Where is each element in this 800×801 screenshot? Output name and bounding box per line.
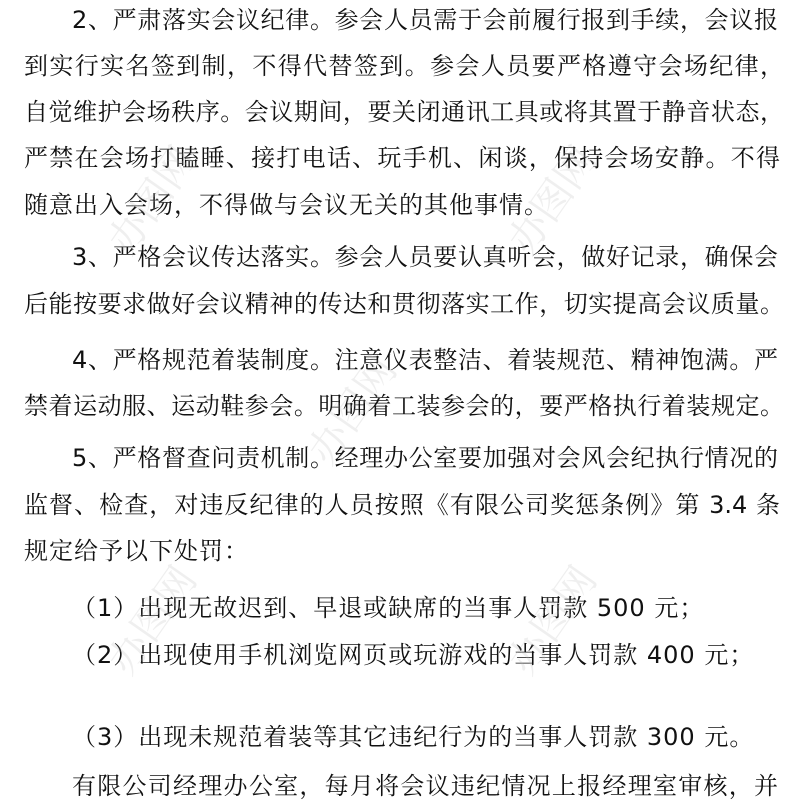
paragraph-2-line-1: 2、严肃落实会议纪律。参会人员需于会前履行报到手续，会议报 (72, 6, 778, 34)
watermark: 办图网 (99, 138, 207, 263)
penalty-item-3: （3）出现未规范着装等其它违纪行为的当事人罚款 300 元。 (72, 723, 755, 751)
paragraph-3-line-2: 后能按要求做好会议精神的传达和贯彻落实工作，切实提高会议质量。 (24, 290, 784, 318)
paragraph-2-line-3: 自觉维护会场秩序。会议期间，要关闭通讯工具或将其置于静音状态， (24, 98, 784, 126)
watermark: 办图网 (99, 558, 207, 683)
paragraph-2-line-5: 随意出入会场，不得做与会议无关的其他事情。 (24, 191, 549, 219)
watermark: 办图网 (299, 348, 407, 473)
paragraph-3-line-1: 3、严格会议传达落实。参会人员要认真听会，做好记录，确保会 (72, 243, 778, 271)
paragraph-2-line-4: 严禁在会场打瞌睡、接打电话、玩手机、闲谈，保持会场安静。不得 (24, 144, 780, 172)
paragraph-2-line-2: 到实行实名签到制，不得代替签到。参会人员要严格遵守会场纪律， (24, 52, 784, 80)
paragraph-4-line-1: 4、严格规范着装制度。注意仪表整洁、着装规范、精神饱满。严 (72, 346, 778, 374)
penalty-item-1: （1）出现无故迟到、早退或缺席的当事人罚款 500 元； (72, 594, 705, 622)
paragraph-5-line-3: 规定给予以下处罚： (24, 537, 249, 565)
paragraph-5-line-2: 监督、检查，对违反纪律的人员按照《有限公司奖惩条例》第 3.4 条 (24, 491, 780, 519)
paragraph-4-line-2: 禁着运动服、运动鞋参会。明确着工装参会的，要严格执行着装规定。 (24, 392, 784, 420)
closing-paragraph-line-1: 有限公司经理办公室，每月将会议违纪情况上报经理室审核，并 (72, 772, 778, 800)
watermark: 办图网 (499, 558, 607, 683)
penalty-item-2: （2）出现使用手机浏览网页或玩游戏的当事人罚款 400 元； (72, 641, 755, 669)
watermark: 办图网 (499, 138, 607, 263)
paragraph-5-line-1: 5、严格督查问责机制。经理办公室要加强对会风会纪执行情况的 (72, 444, 778, 472)
